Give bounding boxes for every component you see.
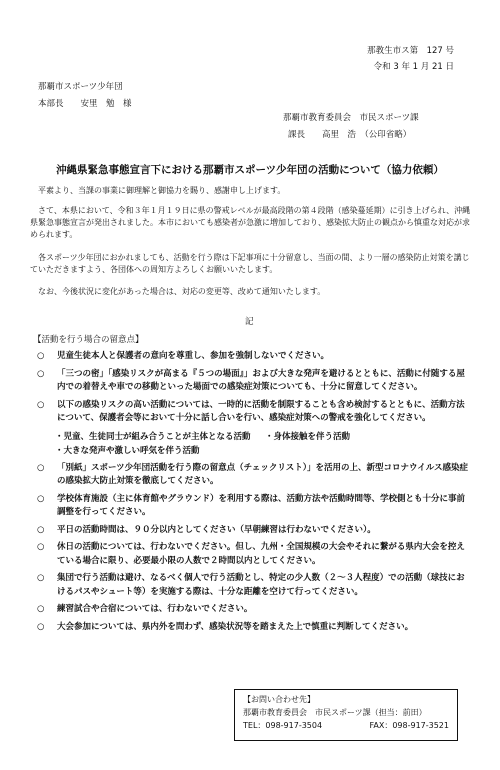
item-text: 休日の活動については、行わないでください。但し、九州・全国規模の大会やそれに繋がる県内大会を控えている場合に限り、必要最小限の人数で２時間以内としてください。 [57, 542, 465, 566]
item-text: 以下の感染リスクの高い活動については、一時的に活動を制限することも含め検討するとともに、活動方法について、保護者会等において十分に話し合いを行い、感染症対策への警戒を強化してください。 [57, 399, 465, 423]
section-label: 【活動を行う場合の留意点】 [33, 335, 144, 345]
item-text: 大会参加については、県内外を問わず、感染状況等を踏まえた上で慎重に判断してください。 [57, 621, 414, 632]
item-text: 練習試合や合宿については、行わないでください。 [57, 604, 253, 614]
item-text: 「三つの密」「感染リスクが高まる『５つの場面』」および大きな発声を避けるとともに、活動に付随する屋内での着替えや車での移動といった場面での感染症対策についても、十分に留意してください。 [57, 368, 465, 392]
circle-bullet-icon: ○ [37, 573, 45, 583]
list-item [33, 493, 473, 520]
ki-marker: 記 [245, 317, 254, 327]
list-item [33, 368, 473, 395]
sub-item: ・大きな発声や激しい呼気を伴う活動 [55, 445, 200, 456]
contact-box [234, 689, 458, 741]
sub-item: ・身体接触を伴う活動 [265, 431, 351, 442]
sender-org: 那覇市教育委員会 市民スポーツ課 [283, 113, 419, 123]
paragraph-request: 各スポーツ少年団におかれましても、活動を行う際は下記事項に十分留意し、当面の間、より一層の感染防止対策を講じていただきますよう、各団体への周知方よろしくお願いいたします。 [30, 253, 470, 274]
contact-org: 那覇市教育委員会 市民スポーツ課（担当：前田） [243, 708, 427, 717]
circle-bullet-icon: ○ [37, 399, 45, 410]
list-item [33, 541, 473, 568]
recipient-person: 本部長 安里 勉 様 [38, 99, 132, 109]
circle-bullet-icon: ○ [37, 621, 45, 632]
item-text: 平日の活動時間は、９０分以内としてください（早朝練習は行わないでください）。 [57, 524, 376, 535]
list-item [33, 462, 473, 489]
contact-fax: FAX：098-917-3521 [369, 721, 449, 730]
paragraph-greeting: 平素より、当課の事業に御理解と御協力を賜り、感謝申し上げます。 [38, 186, 286, 195]
circle-bullet-icon: ○ [37, 604, 45, 614]
doc-number: 那教生市ス第 127 号 [367, 46, 454, 56]
list-item [33, 399, 473, 426]
contact-tel: TEL：098-917-3504 [243, 721, 323, 730]
list-item [33, 572, 473, 599]
circle-bullet-icon: ○ [37, 351, 45, 361]
precaution-list [33, 350, 473, 638]
contact-title: 【お問い合わせ先】 [243, 695, 315, 704]
recipient-org: 那覇市スポーツ少年団 [38, 82, 123, 92]
document-title: 沖縄県緊急事態宣言下における那覇市スポーツ少年団の活動について（協力依頼） [56, 164, 444, 176]
circle-bullet-icon: ○ [37, 493, 45, 504]
paragraph-notice: なお、今後状況に変化があった場合は、対応の変更等、改めて通知いたします。 [38, 287, 326, 296]
circle-bullet-icon: ○ [37, 542, 45, 552]
sender-person: 課長 高里 浩 （公印省略） [288, 130, 412, 140]
doc-date: 令和 3 年 1 月 21 日 [373, 62, 454, 72]
item-text: 「別紙」スポーツ少年団活動を行う際の留意点（チェックリスト）」を活用の上、新型コロナウイルス感染症の感染拡大防止対策を徹底してください。 [57, 462, 468, 486]
high-risk-activities [33, 430, 473, 458]
list-item [33, 350, 473, 364]
list-item [33, 621, 473, 635]
list-item [33, 524, 473, 538]
circle-bullet-icon: ○ [37, 462, 45, 473]
sub-item: ・児童、生徒同士が組み合うことが主体となる活動 [55, 431, 251, 442]
item-text: 児童生徒本人と保護者の意向を尊重し、参加を強制しないでください。 [57, 351, 330, 361]
item-text: 集団で行う活動は避け、なるべく個人で行う活動とし、特定の少人数（２～３人程度）での活動（球技におけるパスやシュート等）を実施する際は、十分な距離を空けて行ってください。 [57, 573, 465, 597]
circle-bullet-icon: ○ [37, 524, 45, 535]
circle-bullet-icon: ○ [37, 368, 45, 379]
item-text: 学校体育施設（主に体育館やグラウンド）を利用する際は、活動方法や活動時間等、学校側とも十分に事前調整を行ってください。 [57, 493, 466, 517]
list-item [33, 603, 473, 617]
paragraph-situation: さて、本県において、令和３年１月１９日に県の警戒レベルが最高段階の第４段階（感染蔓延期）に引き上げられ、沖縄県緊急事態宣言が発出されました。本市においても感染者が急激に増加しており、感染拡大防止の観点から慎重な対応が求められます。 [30, 206, 471, 239]
